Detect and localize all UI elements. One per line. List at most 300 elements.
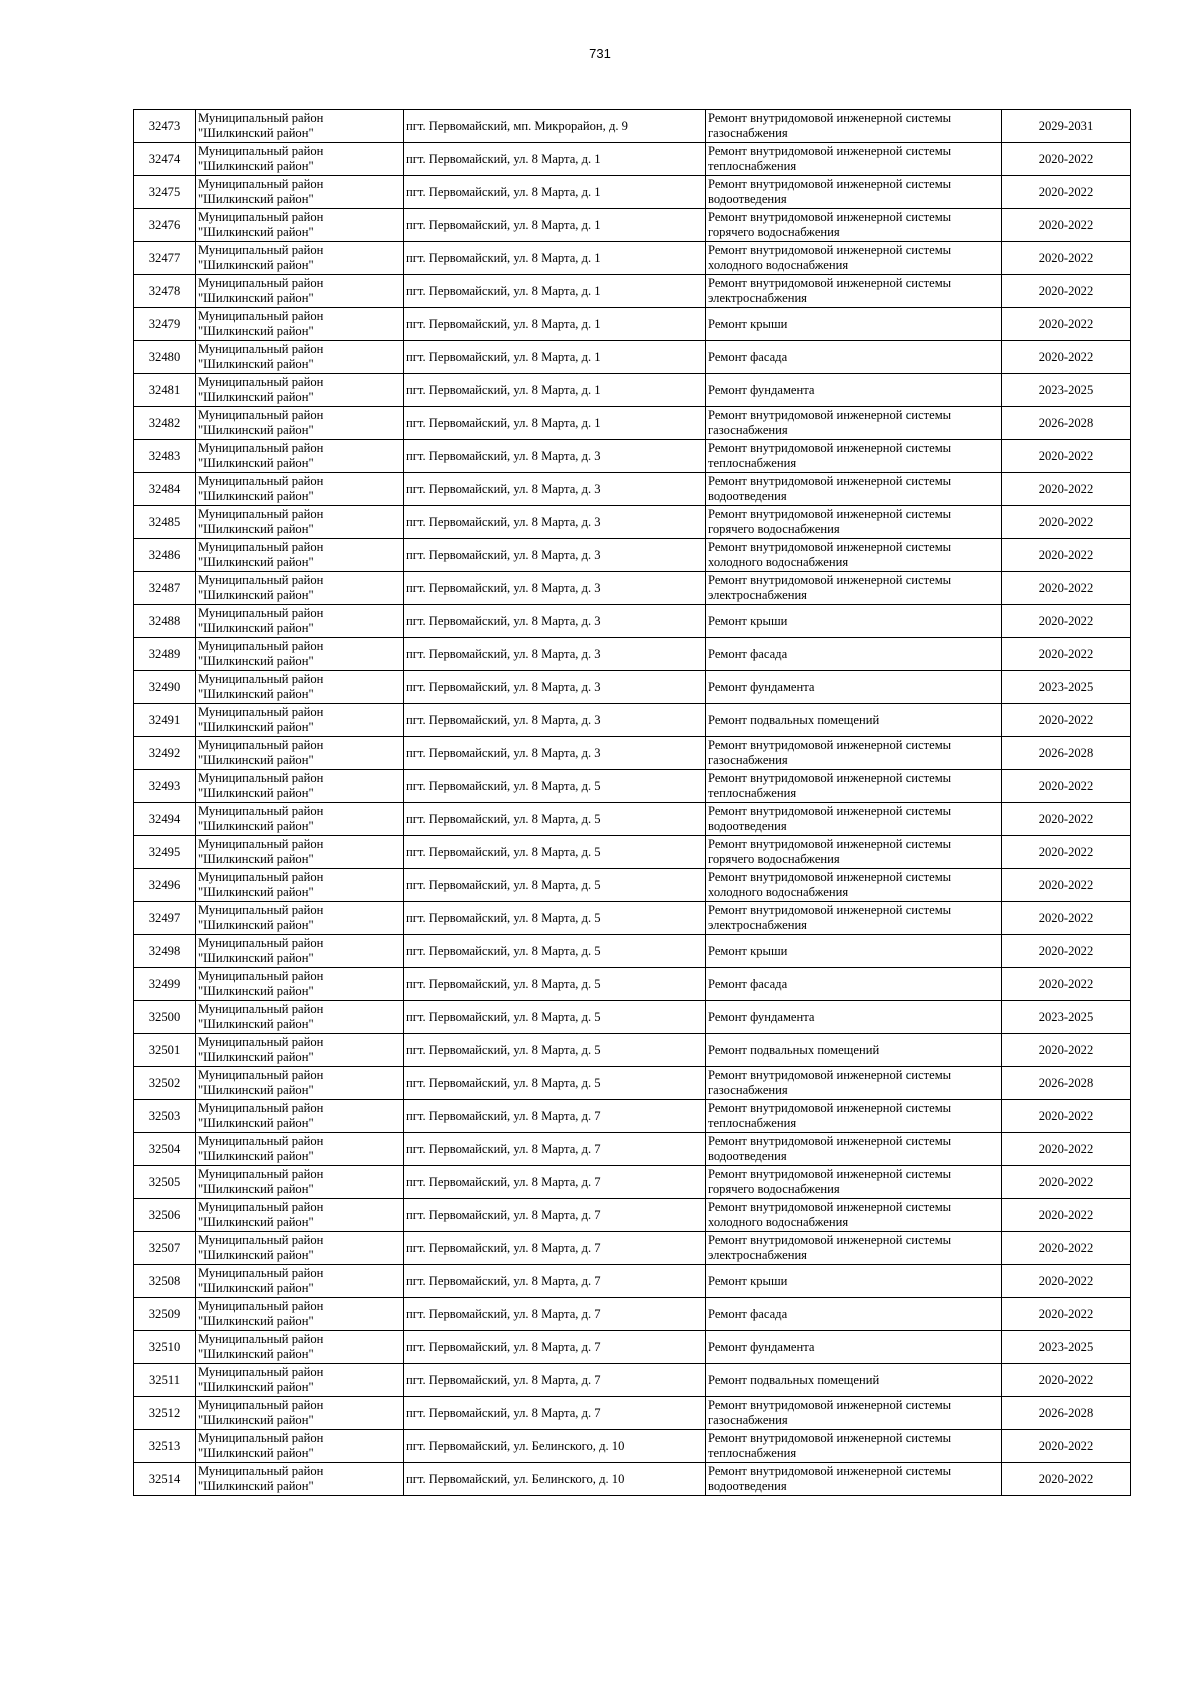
table-row	[134, 572, 1131, 605]
period-cell: 2020-2022	[1002, 506, 1131, 539]
period-cell: 2029-2031	[1002, 110, 1131, 143]
municipality-line-1: Муниципальный район	[198, 804, 324, 818]
municipality-cell	[196, 440, 404, 473]
work-type-cell	[706, 407, 1002, 440]
municipality-cell	[196, 143, 404, 176]
row-number-cell: 32480	[134, 341, 196, 374]
work-type-cell	[706, 737, 1002, 770]
municipality-line-1: Муниципальный район	[198, 771, 324, 785]
work-type-cell	[706, 1430, 1002, 1463]
municipality-cell	[196, 770, 404, 803]
table-row	[134, 1100, 1131, 1133]
table-row	[134, 242, 1131, 275]
work-type-line-2: водоотведения	[708, 489, 787, 503]
period-cell: 2020-2022	[1002, 1199, 1131, 1232]
row-number-cell: 32514	[134, 1463, 196, 1496]
municipality-line-2: "Шилкинский район"	[198, 1215, 314, 1229]
row-number-cell: 32509	[134, 1298, 196, 1331]
period-cell: 2023-2025	[1002, 374, 1131, 407]
municipality-line-2: "Шилкинский район"	[198, 1413, 314, 1427]
municipality-cell	[196, 308, 404, 341]
work-type-line-1: Ремонт внутридомовой инженерной системы	[708, 870, 952, 884]
row-number-cell: 32498	[134, 935, 196, 968]
table-body	[134, 110, 1131, 1496]
period-cell: 2026-2028	[1002, 407, 1131, 440]
row-number-cell: 32513	[134, 1430, 196, 1463]
municipality-cell	[196, 1298, 404, 1331]
work-type-cell	[706, 1034, 1002, 1067]
address-cell: пгт. Первомайский, ул. 8 Марта, д. 7	[404, 1133, 706, 1166]
period-cell: 2020-2022	[1002, 1034, 1131, 1067]
period-cell: 2020-2022	[1002, 1100, 1131, 1133]
work-type-line-1: Ремонт внутридомовой инженерной системы	[708, 276, 952, 290]
period-cell: 2020-2022	[1002, 341, 1131, 374]
work-type-line-1: Ремонт подвальных помещений	[708, 712, 880, 727]
period-cell: 2020-2022	[1002, 770, 1131, 803]
municipality-line-2: "Шилкинский район"	[198, 1248, 314, 1262]
work-type-line-2: горячего водоснабжения	[708, 225, 840, 239]
municipality-line-1: Муниципальный район	[198, 1398, 324, 1412]
work-type-cell	[706, 1067, 1002, 1100]
period-cell: 2020-2022	[1002, 803, 1131, 836]
work-type-line-2: теплоснабжения	[708, 786, 797, 800]
address-cell: пгт. Первомайский, ул. 8 Марта, д. 3	[404, 440, 706, 473]
table-row	[134, 737, 1131, 770]
period-cell: 2020-2022	[1002, 209, 1131, 242]
municipality-cell	[196, 1001, 404, 1034]
row-number-cell: 32486	[134, 539, 196, 572]
address-cell: пгт. Первомайский, ул. 8 Марта, д. 5	[404, 1034, 706, 1067]
municipality-line-1: Муниципальный район	[198, 573, 324, 587]
row-number-cell: 32512	[134, 1397, 196, 1430]
address-cell: пгт. Первомайский, ул. 8 Марта, д. 7	[404, 1364, 706, 1397]
period-cell: 2020-2022	[1002, 275, 1131, 308]
municipality-line-1: Муниципальный район	[198, 1002, 324, 1016]
municipality-line-2: "Шилкинский район"	[198, 291, 314, 305]
municipality-cell	[196, 1133, 404, 1166]
municipality-line-2: "Шилкинский район"	[198, 324, 314, 338]
municipality-line-2: "Шилкинский район"	[198, 1347, 314, 1361]
row-number-cell: 32507	[134, 1232, 196, 1265]
table-row	[134, 176, 1131, 209]
table-row	[134, 1397, 1131, 1430]
municipality-cell	[196, 638, 404, 671]
row-number-cell: 32477	[134, 242, 196, 275]
row-number-cell: 32481	[134, 374, 196, 407]
work-type-cell	[706, 1001, 1002, 1034]
row-number-cell: 32476	[134, 209, 196, 242]
work-type-cell	[706, 572, 1002, 605]
municipality-cell	[196, 1166, 404, 1199]
work-type-line-2: электроснабжения	[708, 291, 807, 305]
municipality-cell	[196, 1331, 404, 1364]
municipality-line-2: "Шилкинский район"	[198, 951, 314, 965]
period-cell: 2020-2022	[1002, 902, 1131, 935]
address-cell: пгт. Первомайский, ул. 8 Марта, д. 7	[404, 1298, 706, 1331]
period-cell: 2020-2022	[1002, 1232, 1131, 1265]
row-number-cell: 32485	[134, 506, 196, 539]
address-cell: пгт. Первомайский, ул. 8 Марта, д. 1	[404, 341, 706, 374]
table-row	[134, 1133, 1131, 1166]
municipality-line-2: "Шилкинский район"	[198, 456, 314, 470]
municipality-cell	[196, 935, 404, 968]
work-type-line-1: Ремонт внутридомовой инженерной системы	[708, 144, 952, 158]
row-number-cell: 32494	[134, 803, 196, 836]
municipality-line-1: Муниципальный район	[198, 870, 324, 884]
work-type-line-2: газоснабжения	[708, 753, 788, 767]
table-row	[134, 1199, 1131, 1232]
municipality-line-1: Муниципальный район	[198, 1134, 324, 1148]
municipality-line-2: "Шилкинский район"	[198, 1116, 314, 1130]
work-type-line-1: Ремонт внутридомовой инженерной системы	[708, 804, 952, 818]
row-number-cell: 32499	[134, 968, 196, 1001]
address-cell: пгт. Первомайский, ул. 8 Марта, д. 1	[404, 176, 706, 209]
work-type-line-1: Ремонт внутридомовой инженерной системы	[708, 771, 952, 785]
work-type-cell	[706, 638, 1002, 671]
address-cell: пгт. Первомайский, ул. 8 Марта, д. 1	[404, 275, 706, 308]
municipality-line-1: Муниципальный район	[198, 243, 324, 257]
address-cell: пгт. Первомайский, ул. 8 Марта, д. 5	[404, 935, 706, 968]
work-type-line-1: Ремонт подвальных помещений	[708, 1372, 880, 1387]
row-number-cell: 32488	[134, 605, 196, 638]
work-type-cell	[706, 1298, 1002, 1331]
period-cell: 2020-2022	[1002, 704, 1131, 737]
municipality-line-1: Муниципальный район	[198, 639, 324, 653]
work-type-cell	[706, 176, 1002, 209]
work-type-cell	[706, 605, 1002, 638]
capital-repair-table	[133, 109, 1131, 1496]
municipality-line-2: "Шилкинский район"	[198, 1182, 314, 1196]
municipality-line-1: Муниципальный район	[198, 705, 324, 719]
table-row	[134, 671, 1131, 704]
table-row	[134, 836, 1131, 869]
work-type-line-1: Ремонт внутридомовой инженерной системы	[708, 738, 952, 752]
work-type-line-1: Ремонт внутридомовой инженерной системы	[708, 441, 952, 455]
municipality-cell	[196, 572, 404, 605]
work-type-line-1: Ремонт фундамента	[708, 382, 815, 397]
municipality-line-2: "Шилкинский район"	[198, 192, 314, 206]
page-number: 731	[589, 46, 611, 61]
table-row	[134, 1232, 1131, 1265]
period-cell: 2023-2025	[1002, 671, 1131, 704]
period-cell: 2020-2022	[1002, 473, 1131, 506]
municipality-line-2: "Шилкинский район"	[198, 1281, 314, 1295]
work-type-line-1: Ремонт внутридомовой инженерной системы	[708, 111, 952, 125]
municipality-line-1: Муниципальный район	[198, 474, 324, 488]
work-type-line-1: Ремонт фасада	[708, 646, 788, 661]
municipality-line-2: "Шилкинский район"	[198, 126, 314, 140]
municipality-line-1: Муниципальный район	[198, 276, 324, 290]
work-type-line-2: теплоснабжения	[708, 1446, 797, 1460]
address-cell: пгт. Первомайский, ул. 8 Марта, д. 7	[404, 1100, 706, 1133]
municipality-cell	[196, 1199, 404, 1232]
row-number-cell: 32501	[134, 1034, 196, 1067]
work-type-cell	[706, 1265, 1002, 1298]
municipality-line-1: Муниципальный район	[198, 1365, 324, 1379]
municipality-line-1: Муниципальный район	[198, 936, 324, 950]
table-row	[134, 1331, 1131, 1364]
work-type-line-2: холодного водоснабжения	[708, 885, 849, 899]
work-type-line-1: Ремонт внутридомовой инженерной системы	[708, 540, 952, 554]
work-type-cell	[706, 374, 1002, 407]
municipality-line-2: "Шилкинский район"	[198, 819, 314, 833]
municipality-line-2: "Шилкинский район"	[198, 555, 314, 569]
work-type-line-2: горячего водоснабжения	[708, 852, 840, 866]
address-cell: пгт. Первомайский, ул. 8 Марта, д. 3	[404, 572, 706, 605]
municipality-line-2: "Шилкинский район"	[198, 885, 314, 899]
address-cell: пгт. Первомайский, ул. 8 Марта, д. 7	[404, 1199, 706, 1232]
table-row	[134, 1463, 1131, 1496]
work-type-cell	[706, 341, 1002, 374]
address-cell: пгт. Первомайский, ул. 8 Марта, д. 5	[404, 902, 706, 935]
table-row	[134, 1430, 1131, 1463]
work-type-line-1: Ремонт фундамента	[708, 1009, 815, 1024]
work-type-line-1: Ремонт крыши	[708, 943, 788, 958]
row-number-cell: 32496	[134, 869, 196, 902]
municipality-line-2: "Шилкинский район"	[198, 1149, 314, 1163]
work-type-cell	[706, 110, 1002, 143]
municipality-cell	[196, 704, 404, 737]
table-row	[134, 440, 1131, 473]
row-number-cell: 32490	[134, 671, 196, 704]
work-type-line-2: водоотведения	[708, 1149, 787, 1163]
municipality-line-1: Муниципальный район	[198, 540, 324, 554]
municipality-line-2: "Шилкинский район"	[198, 720, 314, 734]
municipality-line-2: "Шилкинский район"	[198, 1083, 314, 1097]
row-number-cell: 32511	[134, 1364, 196, 1397]
work-type-line-2: газоснабжения	[708, 1083, 788, 1097]
address-cell: пгт. Первомайский, ул. 8 Марта, д. 3	[404, 539, 706, 572]
table-row	[134, 308, 1131, 341]
municipality-line-1: Муниципальный район	[198, 507, 324, 521]
period-cell: 2020-2022	[1002, 242, 1131, 275]
address-cell: пгт. Первомайский, ул. 8 Марта, д. 3	[404, 671, 706, 704]
work-type-line-2: холодного водоснабжения	[708, 1215, 849, 1229]
table-row	[134, 869, 1131, 902]
work-type-line-2: теплоснабжения	[708, 456, 797, 470]
work-type-cell	[706, 506, 1002, 539]
work-type-cell	[706, 968, 1002, 1001]
work-type-line-2: горячего водоснабжения	[708, 522, 840, 536]
period-cell: 2020-2022	[1002, 968, 1131, 1001]
municipality-cell	[196, 506, 404, 539]
municipality-line-1: Муниципальный район	[198, 1431, 324, 1445]
work-type-line-2: водоотведения	[708, 192, 787, 206]
municipality-cell	[196, 341, 404, 374]
municipality-line-2: "Шилкинский район"	[198, 258, 314, 272]
work-type-line-1: Ремонт фундамента	[708, 679, 815, 694]
work-type-cell	[706, 836, 1002, 869]
row-number-cell: 32475	[134, 176, 196, 209]
municipality-cell	[196, 176, 404, 209]
address-cell: пгт. Первомайский, ул. 8 Марта, д. 7	[404, 1331, 706, 1364]
period-cell: 2020-2022	[1002, 572, 1131, 605]
work-type-line-1: Ремонт внутридомовой инженерной системы	[708, 507, 952, 521]
municipality-line-1: Муниципальный район	[198, 1101, 324, 1115]
municipality-line-2: "Шилкинский район"	[198, 687, 314, 701]
municipality-cell	[196, 374, 404, 407]
period-cell: 2020-2022	[1002, 1463, 1131, 1496]
period-cell: 2020-2022	[1002, 143, 1131, 176]
work-type-cell	[706, 242, 1002, 275]
municipality-cell	[196, 110, 404, 143]
period-cell: 2020-2022	[1002, 1166, 1131, 1199]
municipality-line-2: "Шилкинский район"	[198, 225, 314, 239]
row-number-cell: 32487	[134, 572, 196, 605]
address-cell: пгт. Первомайский, ул. 8 Марта, д. 3	[404, 638, 706, 671]
municipality-line-2: "Шилкинский район"	[198, 654, 314, 668]
municipality-cell	[196, 1397, 404, 1430]
work-type-line-2: газоснабжения	[708, 1413, 788, 1427]
work-type-line-1: Ремонт внутридомовой инженерной системы	[708, 837, 952, 851]
table-row	[134, 605, 1131, 638]
work-type-line-1: Ремонт внутридомовой инженерной системы	[708, 243, 952, 257]
table-row	[134, 110, 1131, 143]
work-type-cell	[706, 935, 1002, 968]
row-number-cell: 32495	[134, 836, 196, 869]
work-type-cell	[706, 1166, 1002, 1199]
work-type-cell	[706, 209, 1002, 242]
table-row	[134, 539, 1131, 572]
period-cell: 2020-2022	[1002, 1265, 1131, 1298]
work-type-line-1: Ремонт крыши	[708, 613, 788, 628]
work-type-line-2: газоснабжения	[708, 423, 788, 437]
row-number-cell: 32489	[134, 638, 196, 671]
work-type-cell	[706, 1331, 1002, 1364]
address-cell: пгт. Первомайский, мп. Микрорайон, д. 9	[404, 110, 706, 143]
address-cell: пгт. Первомайский, ул. 8 Марта, д. 7	[404, 1166, 706, 1199]
municipality-line-1: Муниципальный район	[198, 1167, 324, 1181]
work-type-line-2: холодного водоснабжения	[708, 258, 849, 272]
address-cell: пгт. Первомайский, ул. 8 Марта, д. 3	[404, 506, 706, 539]
row-number-cell: 32491	[134, 704, 196, 737]
work-type-line-1: Ремонт внутридомовой инженерной системы	[708, 210, 952, 224]
period-cell: 2020-2022	[1002, 1298, 1131, 1331]
municipality-cell	[196, 275, 404, 308]
period-cell: 2020-2022	[1002, 836, 1131, 869]
address-cell: пгт. Первомайский, ул. Белинского, д. 10	[404, 1430, 706, 1463]
row-number-cell: 32473	[134, 110, 196, 143]
table-row	[134, 143, 1131, 176]
municipality-cell	[196, 1067, 404, 1100]
municipality-line-2: "Шилкинский район"	[198, 1314, 314, 1328]
work-type-line-1: Ремонт фундамента	[708, 1339, 815, 1354]
work-type-line-1: Ремонт внутридомовой инженерной системы	[708, 177, 952, 191]
municipality-line-2: "Шилкинский район"	[198, 390, 314, 404]
municipality-cell	[196, 407, 404, 440]
work-type-line-2: холодного водоснабжения	[708, 555, 849, 569]
municipality-line-1: Муниципальный район	[198, 1035, 324, 1049]
address-cell: пгт. Первомайский, ул. 8 Марта, д. 1	[404, 143, 706, 176]
work-type-line-1: Ремонт внутридомовой инженерной системы	[708, 1134, 952, 1148]
address-cell: пгт. Первомайский, ул. 8 Марта, д. 7	[404, 1265, 706, 1298]
period-cell: 2020-2022	[1002, 638, 1131, 671]
work-type-cell	[706, 902, 1002, 935]
municipality-line-1: Муниципальный район	[198, 177, 324, 191]
table-row	[134, 770, 1131, 803]
municipality-line-2: "Шилкинский район"	[198, 1479, 314, 1493]
table-row	[134, 506, 1131, 539]
municipality-line-1: Муниципальный район	[198, 1464, 324, 1478]
period-cell: 2020-2022	[1002, 539, 1131, 572]
municipality-cell	[196, 902, 404, 935]
municipality-line-1: Муниципальный район	[198, 408, 324, 422]
address-cell: пгт. Первомайский, ул. 8 Марта, д. 1	[404, 374, 706, 407]
address-cell: пгт. Первомайский, ул. 8 Марта, д. 1	[404, 209, 706, 242]
work-type-line-2: газоснабжения	[708, 126, 788, 140]
period-cell: 2023-2025	[1002, 1331, 1131, 1364]
period-cell: 2023-2025	[1002, 1001, 1131, 1034]
municipality-cell	[196, 1430, 404, 1463]
table-row	[134, 638, 1131, 671]
municipality-line-1: Муниципальный район	[198, 738, 324, 752]
work-type-line-2: теплоснабжения	[708, 159, 797, 173]
work-type-cell	[706, 803, 1002, 836]
municipality-line-2: "Шилкинский район"	[198, 159, 314, 173]
work-type-cell	[706, 869, 1002, 902]
row-number-cell: 32492	[134, 737, 196, 770]
municipality-line-2: "Шилкинский район"	[198, 852, 314, 866]
municipality-line-2: "Шилкинский район"	[198, 423, 314, 437]
row-number-cell: 32505	[134, 1166, 196, 1199]
municipality-cell	[196, 473, 404, 506]
municipality-cell	[196, 209, 404, 242]
municipality-line-1: Муниципальный район	[198, 375, 324, 389]
municipality-line-2: "Шилкинский район"	[198, 1380, 314, 1394]
address-cell: пгт. Первомайский, ул. 8 Марта, д. 5	[404, 1001, 706, 1034]
municipality-cell	[196, 605, 404, 638]
work-type-line-2: водоотведения	[708, 819, 787, 833]
work-type-line-1: Ремонт внутридомовой инженерной системы	[708, 1398, 952, 1412]
table-row	[134, 1298, 1131, 1331]
municipality-cell	[196, 836, 404, 869]
municipality-line-1: Муниципальный район	[198, 144, 324, 158]
work-type-cell	[706, 539, 1002, 572]
address-cell: пгт. Первомайский, ул. 8 Марта, д. 5	[404, 1067, 706, 1100]
work-type-cell	[706, 1133, 1002, 1166]
municipality-line-2: "Шилкинский район"	[198, 918, 314, 932]
municipality-line-1: Муниципальный район	[198, 1233, 324, 1247]
address-cell: пгт. Первомайский, ул. Белинского, д. 10	[404, 1463, 706, 1496]
row-number-cell: 32510	[134, 1331, 196, 1364]
period-cell: 2020-2022	[1002, 440, 1131, 473]
table-row	[134, 968, 1131, 1001]
work-type-line-1: Ремонт внутридомовой инженерной системы	[708, 1200, 952, 1214]
address-cell: пгт. Первомайский, ул. 8 Марта, д. 5	[404, 869, 706, 902]
row-number-cell: 32474	[134, 143, 196, 176]
row-number-cell: 32493	[134, 770, 196, 803]
municipality-line-1: Муниципальный район	[198, 903, 324, 917]
municipality-line-1: Муниципальный район	[198, 969, 324, 983]
municipality-cell	[196, 968, 404, 1001]
table-row	[134, 803, 1131, 836]
municipality-line-1: Муниципальный район	[198, 606, 324, 620]
table-row	[134, 1001, 1131, 1034]
address-cell: пгт. Первомайский, ул. 8 Марта, д. 5	[404, 803, 706, 836]
municipality-cell	[196, 1034, 404, 1067]
period-cell: 2020-2022	[1002, 1133, 1131, 1166]
work-type-line-1: Ремонт подвальных помещений	[708, 1042, 880, 1057]
municipality-line-1: Муниципальный район	[198, 1266, 324, 1280]
work-type-cell	[706, 308, 1002, 341]
work-type-line-2: водоотведения	[708, 1479, 787, 1493]
work-type-cell	[706, 473, 1002, 506]
address-cell: пгт. Первомайский, ул. 8 Марта, д. 5	[404, 770, 706, 803]
period-cell: 2020-2022	[1002, 869, 1131, 902]
address-cell: пгт. Первомайский, ул. 8 Марта, д. 1	[404, 242, 706, 275]
municipality-line-1: Муниципальный район	[198, 1068, 324, 1082]
document-table-wrapper	[133, 109, 1131, 1496]
